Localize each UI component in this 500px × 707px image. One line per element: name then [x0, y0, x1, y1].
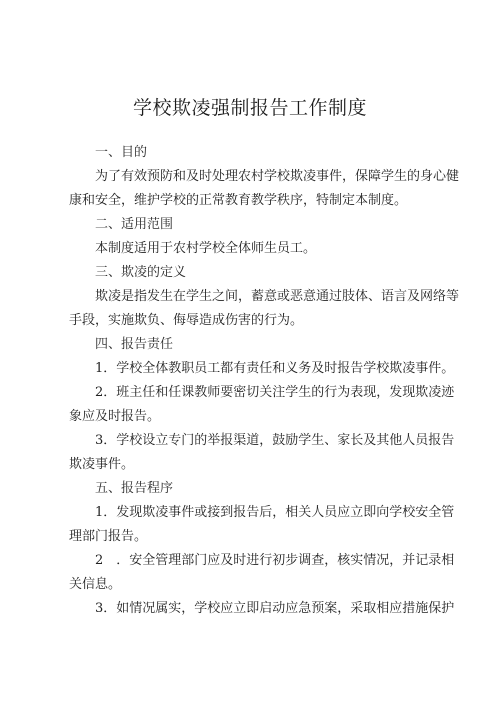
section-heading-scope: 二、适用范围 — [95, 217, 174, 232]
list-item: 2 ．安全管理部门应及时进行初步调查，核实情况，并记录相 — [95, 553, 455, 568]
paragraph-line: 欺凌事件。 — [69, 457, 135, 472]
section-heading-responsibility: 四、报告责任 — [95, 337, 174, 352]
paragraph-line: 象应及时报告。 — [69, 409, 161, 424]
paragraph-line: 康和安全，维护学校的正常教育教学秩序，特制定本制度。 — [69, 193, 408, 208]
section-heading-definition: 三、欺凌的定义 — [95, 265, 187, 280]
paragraph-line: 理部门报告。 — [69, 529, 148, 544]
list-item: 1．学校全体教职员工都有责任和义务及时报告学校欺凌事件。 — [95, 361, 455, 376]
list-item: 1．发现欺凌事件或接到报告后，相关人员应立即向学校安全管 — [95, 505, 455, 520]
paragraph-line: 本制度适用于农村学校全体师生员工。 — [95, 241, 317, 256]
list-item: 3．如情况属实，学校应立即启动应急预案，采取相应措施保护 — [95, 601, 455, 616]
document-title: 学校欺凌强制报告工作制度 — [132, 97, 367, 119]
section-heading-procedure: 五、报告程序 — [95, 481, 174, 496]
section-heading-purpose: 一、目的 — [95, 145, 148, 160]
paragraph-line: 手段，实施欺负、侮辱造成伤害的行为。 — [69, 313, 304, 328]
list-item: 2．班主任和任课教师要密切关注学生的行为表现，发现欺凌迹 — [95, 385, 455, 400]
paragraph-line: 欺凌是指发生在学生之间，蓄意或恶意通过肢体、语言及网络等 — [95, 289, 460, 304]
list-item: 3．学校设立专门的举报渠道，鼓励学生、家长及其他人员报告 — [95, 433, 455, 448]
paragraph-line: 为了有效预防和及时处理农村学校欺凌事件，保障学生的身心健 — [95, 169, 460, 184]
paragraph-line: 关信息。 — [69, 577, 122, 592]
document-body — [69, 141, 460, 621]
